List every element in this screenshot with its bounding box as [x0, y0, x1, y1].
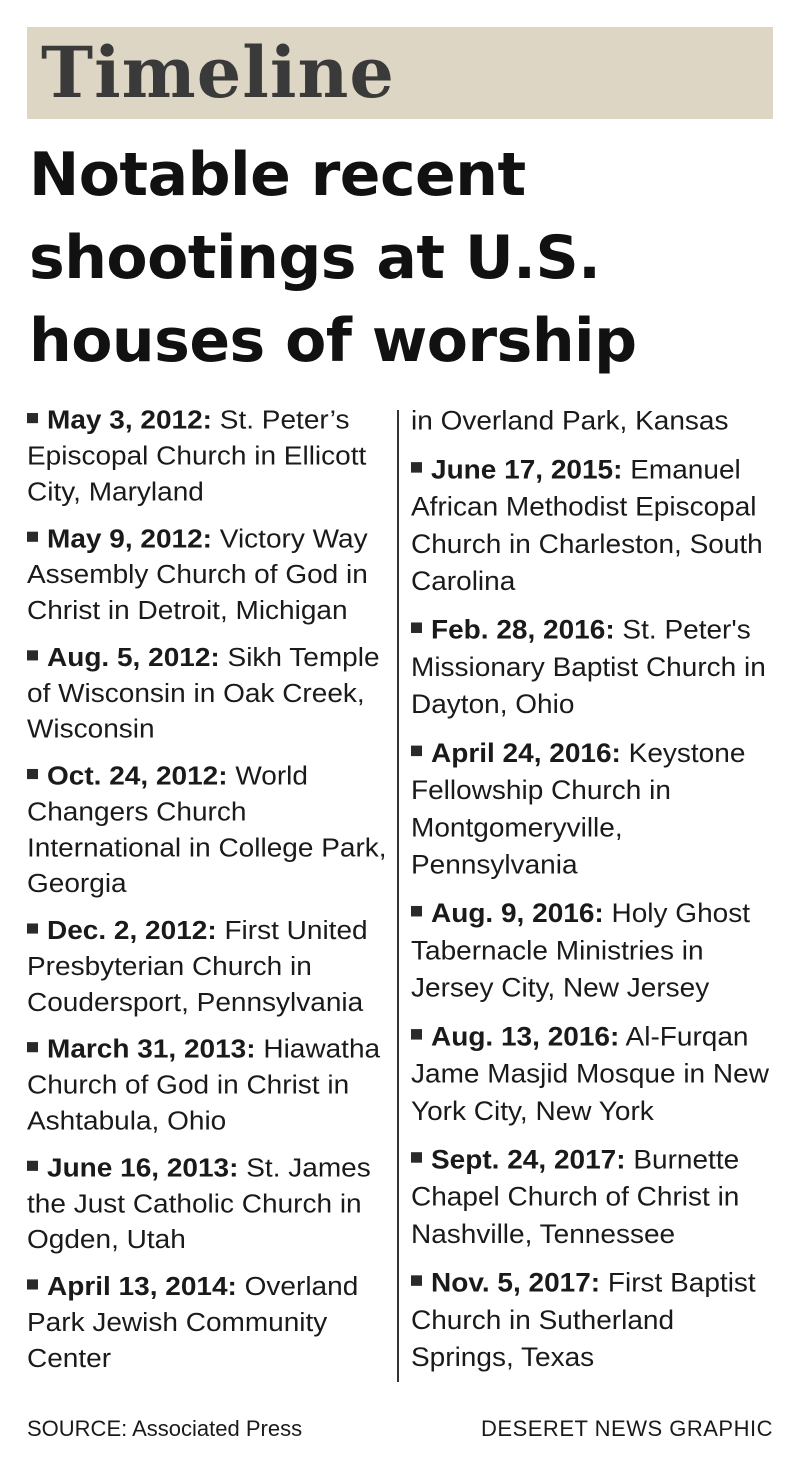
timeline-entry	[411, 1018, 783, 1130]
entry-text: First United Presbyterian Church in Coudersport, Pennsylvania	[27, 916, 368, 1017]
timeline-entry	[27, 521, 399, 629]
timeline-column-right	[411, 402, 783, 1387]
entry-text: Victory Way Assembly Church of God in Christ in Detroit, Michigan	[27, 524, 368, 625]
headline	[29, 134, 779, 383]
entry-continuation: in Overland Park, Kansas	[411, 405, 729, 436]
entry-text: St. James the Just Catholic Church in Ogden, Utah	[27, 1153, 371, 1254]
headline-line-1: Notable recent	[29, 140, 526, 210]
timeline-entry	[27, 402, 399, 510]
entry-date: June 17, 2015:	[431, 454, 623, 485]
timeline-entry	[411, 1141, 783, 1253]
entry-date: June 16, 2013:	[47, 1153, 239, 1182]
entry-text: World Changers Church International in College Park, Georgia	[27, 761, 387, 898]
graphic-credit: DESERET NEWS GRAPHIC	[481, 1416, 773, 1441]
timeline-banner	[27, 27, 773, 119]
bullet-square-icon	[411, 1152, 422, 1162]
bullet-square-icon	[27, 650, 38, 660]
bullet-square-icon	[411, 462, 422, 472]
bullet-square-icon	[411, 1275, 422, 1285]
timeline-entry	[27, 758, 399, 901]
entry-date: Dec. 2, 2012:	[47, 916, 217, 945]
entry-text: Sikh Temple of Wisconsin in Oak Creek, Wisconsin	[27, 642, 380, 744]
banner-title: Timeline	[41, 31, 395, 114]
entry-date: May 9, 2012:	[47, 524, 212, 553]
entry-date: Aug. 13, 2016:	[431, 1021, 620, 1052]
entry-text: St. Peter’s Episcopal Church in Ellicott City, Maryland	[27, 405, 367, 506]
entry-text: Keystone Fellowship Church in Montgomeryville, Pennsylvania	[411, 737, 746, 880]
bullet-square-icon	[411, 746, 422, 756]
entry-date: Aug. 9, 2016:	[431, 898, 604, 928]
entry-text: Emanuel African Methodist Episcopal Church in Charleston, South Carolina	[411, 454, 763, 596]
timeline-entry	[27, 912, 399, 1020]
bullet-square-icon	[27, 769, 38, 779]
timeline-column-left	[27, 402, 399, 1387]
headline-line-2: shootings at U.S.	[29, 223, 601, 293]
timeline-entry	[27, 1268, 399, 1376]
headline-line-3: houses of worship	[29, 306, 637, 376]
bullet-square-icon	[411, 622, 422, 632]
entry-text: St. Peter's Missionary Baptist Church in Dayton, Ohio	[411, 614, 766, 719]
bullet-square-icon	[27, 413, 38, 423]
timeline-entry	[411, 611, 783, 723]
bullet-square-icon	[27, 1279, 38, 1289]
timeline-entry	[27, 639, 399, 747]
bullet-square-icon	[27, 532, 38, 542]
entry-date: Nov. 5, 2017:	[431, 1267, 601, 1298]
entry-date: April 13, 2014:	[47, 1272, 237, 1301]
entry-date: Aug. 5, 2012:	[47, 642, 220, 672]
entry-text: Al-Furqan Jame Masjid Mosque in New York City, New York	[411, 1021, 769, 1126]
entry-date: Sept. 24, 2017:	[431, 1144, 626, 1175]
entry-text: Holy Ghost Tabernacle Ministries in Jersey City, New Jersey	[411, 898, 751, 1003]
entry-date: March 31, 2013:	[47, 1034, 256, 1064]
timeline-entry	[27, 1031, 399, 1139]
bullet-square-icon	[27, 923, 38, 933]
entry-text: Burnette Chapel Church of Christ in Nashville, Tennessee	[411, 1144, 740, 1249]
timeline-entry	[411, 895, 783, 1007]
timeline-entry	[411, 734, 783, 883]
bullet-square-icon	[27, 1042, 38, 1052]
entry-text: Hiawatha Church of God in Christ in Ashtabula, Ohio	[27, 1034, 381, 1136]
entry-date: May 3, 2012:	[47, 405, 212, 435]
entry-text: Overland Park Jewish Community Center	[27, 1272, 359, 1373]
timeline-entry	[411, 1264, 783, 1376]
source-credit: SOURCE: Associated Press	[27, 1416, 303, 1441]
bullet-square-icon	[411, 1029, 422, 1039]
column-divider	[397, 410, 399, 1382]
bullet-square-icon	[27, 1161, 38, 1171]
bullet-square-icon	[411, 906, 422, 916]
timeline-entry	[411, 451, 783, 600]
entry-date: Oct. 24, 2012:	[47, 761, 228, 791]
entry-text: First Baptist Church in Sutherland Springs, Texas	[411, 1267, 756, 1372]
timeline-entry	[27, 1150, 399, 1258]
entry-date: Feb. 28, 2016:	[431, 614, 615, 645]
entry-date: April 24, 2016:	[431, 737, 621, 768]
